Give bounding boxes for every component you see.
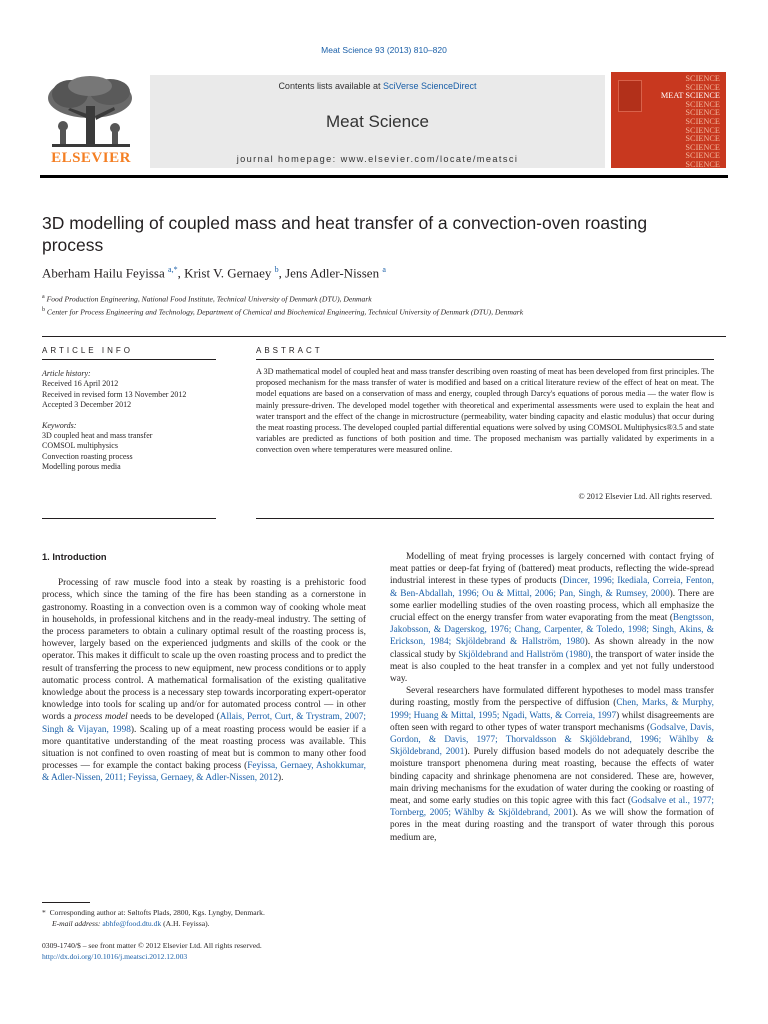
journal-cover-thumbnail (611, 72, 726, 168)
accepted-date: Accepted 3 December 2012 (42, 400, 132, 410)
cover-line: SCIENCE (685, 74, 720, 83)
author-list (42, 265, 386, 281)
italic-term: process model (74, 712, 128, 723)
abstract-text: A 3D mathematical model of coupled heat and mass transfer describing oven roasting of meat has been developed from first principles. The proposed mechanism for the mass transfer of water is modified and based on a critical literature review of the effect of heat on meat. The model equations are based on a conservation of mass and energy, coupled through Darcy's equations of porous media — the water flow is mainly pressure-driven. The developed model together with theoretical and experimental assessments were used to explain the heat and water transport and the effect of the change in microstructure (permeability, water binding capacity and elastic modulus) that occur during the meat roasting process. The developed coupled partial differential equations were solved by using COMSOL Multiphysics®3.5 and state variables are predicted as functions of both position and time. The proposed mechanism was partially validated by experiments in a convection oven where temperatures were measured online. (256, 367, 714, 455)
abstract-bottom-rule (256, 518, 714, 519)
reference-link[interactable]: Dincer, 1996; Ikediala, Correia, Fenton, & Ben-Abdallah, 1996; Ou & Mittal, 2006; Pan, Singh, & Rumsey, 2000 (390, 576, 714, 599)
author-name: Jens Adler-Nissen (285, 265, 380, 281)
body-text: ). Scaling up of a meat roasting process would be easier if a more quantitative understanding of the meat roasting process was available. This situation is not confined to oven roasting of meat but is common to many other food processes — for example the contact baking process ( (42, 724, 367, 772)
author-affiliation-mark[interactable]: a (382, 265, 386, 274)
issn-block (42, 940, 372, 962)
cover-line: SCIENCE (685, 134, 720, 144)
section-heading: 1. Introduction (42, 552, 107, 562)
reference-link[interactable]: Feyissa, Gernaey, Ashokkumar, & Adler-Nissen, 2011; Feyissa, Gernaey, & Adler-Nissen, 2012 (42, 761, 366, 784)
keyword: Convection roasting process (42, 451, 133, 461)
body-text: ). As shown already in the now classical study by (390, 637, 714, 660)
email-label: E-mail address: (52, 919, 103, 928)
journal-citation[interactable]: Meat Science 93 (2013) 810–820 (321, 45, 447, 55)
affiliation-text: Center for Process Engineering and Technology, Department of Chemical and Biochemical Engineering, Technical University of Denmark (DTU), Denmark (46, 307, 524, 317)
body-text: ). Purely diffusion based models do not adequately describe the moisture transport phenomena during meat roasting, because the effects of water binding capacity and shrinkage phenomena are not considered. These are, however, main driving mechanisms for the exudation of water during the cooking or roasting of meat, and some early studies on this topic agree with this fact ( (390, 747, 714, 807)
cover-line: SCIENCE (685, 82, 720, 92)
front-matter-line: 0309-1740/$ – see front matter © 2012 Elsevier Ltd. All rights reserved. (42, 941, 262, 950)
footnote-mark: * (42, 908, 46, 917)
title-rule (42, 336, 726, 337)
body-text: Processing of raw muscle food into a steak by roasting is a prehistoric food process, which since the taming of the fire has been standing as a cornerstone in gastronomy. Roasting in a convection oven is a common way of cooking whole meat in households, in professional kitchens and in the ready-meal industry. The setting of the process parameters to obtain a culinary optimal result of the roasting process is, however, largely based on the experienced judgments and skills of the cook or the operator. This makes it difficult to scale up the oven roasting process and to predict the result of transferring the process to new equipment, new process conditions or to apply automatic process control. A mathematical formalisation of the existing qualitative knowledge about the process is a necessary step towards incorporating expert-operator knowledge into tools for scaling up and/or for automated process control — in other words a (42, 578, 366, 723)
body-text: Modelling of meat frying processes is largely concerned with contact frying of meat patties or deep-fat frying of (battered) meat products, reflecting the wide-spread industrial interest in these types of products ( (390, 552, 714, 587)
cover-line: SCIENCE (685, 142, 720, 152)
body-text: needs to be developed ( (127, 712, 220, 723)
keyword: COMSOL multiphysics (42, 441, 118, 451)
intro-paragraph-2 (390, 551, 714, 685)
reference-link[interactable]: Godsalve et al., 1977; Tornberg, 2005; Wählby & Skjöldebrand, 2001 (390, 796, 714, 819)
affiliation-mark: a (42, 294, 45, 300)
affiliation-text: Food Production Engineering, National Food Institute, Technical University of Denmark (DTU), Denmark (46, 294, 372, 304)
doi-link[interactable]: http://dx.doi.org/10.1016/j.meatsci.2012.12.003 (42, 952, 188, 961)
article-title: 3D modelling of coupled mass and heat transfer of a convection-oven roasting process (42, 213, 648, 255)
affiliation (42, 305, 523, 318)
info-bottom-rule (42, 518, 216, 519)
body-text: ). As we will show the formation of pores in the meat during roasting and the transport of water through this porous medium are, (390, 808, 714, 843)
corresponding-footnote (42, 907, 372, 929)
keywords-label: Keywords: (42, 420, 77, 430)
contents-prefix: Contents lists available at (278, 81, 383, 91)
author-name: Aberham Hailu Feyissa (42, 265, 165, 281)
intro-paragraph-3 (390, 685, 714, 844)
author-separator: , (278, 265, 286, 281)
cover-line: SCIENCE (685, 108, 720, 118)
cover-title-stack (661, 75, 720, 168)
revised-date: Received in revised form 13 November 2012 (42, 389, 187, 399)
cover-line: SCIENCE (685, 125, 720, 135)
author-affiliation-mark[interactable]: b (274, 265, 279, 274)
keyword-list (42, 431, 217, 473)
body-text: ). (277, 773, 284, 784)
affiliation (42, 292, 523, 305)
affiliation-list (42, 292, 523, 317)
body-text: Several researchers have formulated different hypotheses to model mass transfer during roasting, mostly from the perspective of diffusion ( (390, 686, 714, 709)
reference-link[interactable]: Chen, Marks, & Murphy, 1999; Huang & Mittal, 1995; Ngadi, Watts, & Correia, 1997 (390, 698, 714, 721)
cover-emblem (618, 80, 642, 112)
journal-homepage[interactable]: journal homepage: www.elsevier.com/locate/meatsci (236, 154, 519, 164)
author-email-link[interactable]: abhfe@food.dtu.dk (102, 919, 162, 928)
body-text: , the transport of water inside the meat is also coupled to the heat transfer in a complex and yet not fully understood way. (390, 649, 714, 685)
intro-paragraph-1 (42, 577, 366, 784)
author-separator: , (177, 265, 185, 281)
journal-title: Meat Science (326, 112, 429, 131)
cover-line: SCIENCE (685, 99, 720, 109)
body-text: ). There are some earlier modelling studies of the oven roasting process, which all emphasize the crucial effect on the energy transfer from water evaporating from the meat ( (390, 588, 714, 624)
body-column-left (42, 551, 366, 785)
article-info (42, 369, 217, 473)
author-name: Krist V. Gernaey (184, 265, 272, 281)
keyword: Modelling porous media (42, 462, 121, 472)
cover-line: SCIENCE (685, 116, 720, 126)
article-info-heading: ARTICLE INFO (42, 346, 133, 355)
received-date: Received 16 April 2012 (42, 379, 119, 389)
affiliation-mark: b (42, 306, 45, 313)
journal-masthead (150, 75, 605, 168)
cover-line: SCIENCE (685, 151, 720, 161)
sciencedirect-link[interactable]: SciVerse ScienceDirect (383, 81, 477, 91)
info-rule (42, 359, 216, 360)
header-rule (40, 175, 728, 178)
contents-line (150, 81, 605, 91)
keyword: 3D coupled heat and mass transfer (42, 431, 153, 441)
reference-link[interactable]: Skjöldebrand and Hallström (1980) (458, 649, 591, 660)
reference-link[interactable]: Allais, Perrot, Curt, & Trystram, 2007; Singh & Vijayan, 1998 (42, 712, 366, 735)
body-column-right (390, 551, 714, 844)
footnote-rule (42, 902, 90, 903)
email-suffix: (A.H. Feyissa). (161, 919, 210, 928)
cover-line: MEAT SCIENCE (660, 91, 720, 101)
reference-link[interactable]: Bengtsson, Jakobsson, & Dagerskog, 1976; Chang, Carpenter, & Toledo, 1998; Singh, Akins, & Erickson, 1984; Skjöldebrand & Hallström, 1980 (390, 613, 714, 648)
author-affiliation-mark[interactable]: a,* (168, 265, 178, 274)
abstract-copyright: © 2012 Elsevier Ltd. All rights reserved. (578, 492, 712, 501)
corresponding-author: Corresponding author at: Søltofts Plads, 2800, Kgs. Lyngby, Denmark. (49, 908, 265, 917)
history-label: Article history: (42, 369, 91, 378)
elsevier-wordmark: ELSEVIER (51, 150, 131, 166)
reference-link[interactable]: Godsalve, Davis, Gordon, & Davis, 1977; Thorvaldsson & Skjöldebrand, 1996; Wählby & Skjöldebrand, 2001 (390, 722, 714, 758)
body-text: ) whilst disagreements are often seen with regard to other types of water transport mechanisms ( (390, 710, 714, 733)
abstract-rule (256, 359, 714, 360)
abstract-heading: ABSTRACT (256, 346, 323, 355)
cover-line: SCIENCE (685, 159, 720, 168)
